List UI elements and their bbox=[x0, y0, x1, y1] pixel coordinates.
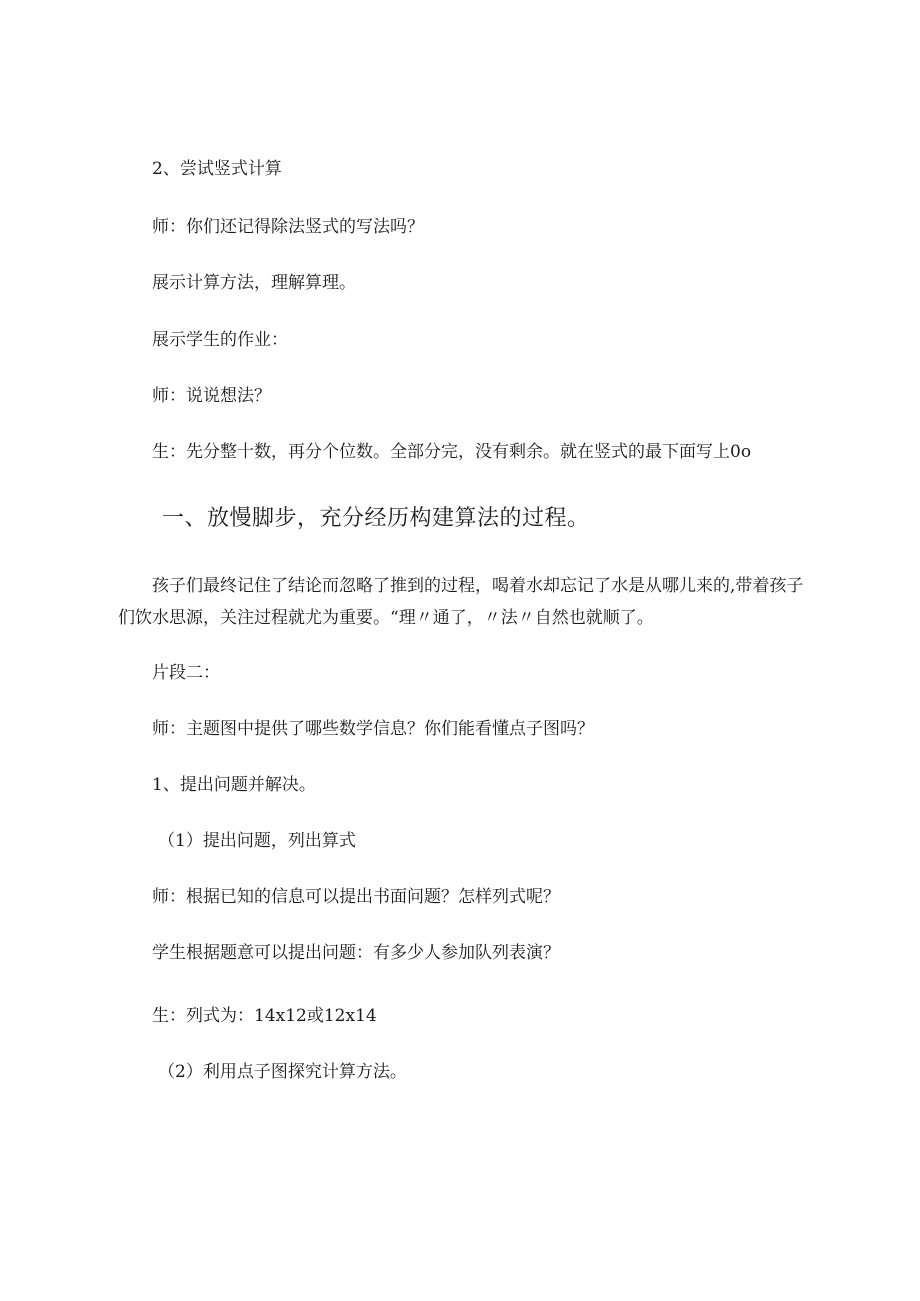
body-paragraph: 孩子们最终记住了结论而忽略了推到的过程，喝着水却忘记了水是从哪儿来的,带着孩子们饮水思源，关注过程就尤为重要。“理〃通了，〃法〃自然也就顺了。 bbox=[118, 576, 804, 628]
student-question-line: 学生根据题意可以提出问题：有多少人参加队列表演？ bbox=[152, 943, 560, 963]
step-heading-vertical-calculation: 2、尝试竖式计算 bbox=[152, 159, 282, 179]
substep-2: （2）利用点子图探究计算方法。 bbox=[158, 1062, 407, 1082]
substep-1: （1）提出问题，列出算式 bbox=[158, 831, 356, 851]
teacher-ask-idea-line: 师：说说想法？ bbox=[152, 386, 271, 406]
student-answer-line: 生：先分整十数，再分个位数。全部分完，没有剩余。就在竖式的最下面写上0o bbox=[152, 442, 752, 462]
show-method-line: 展示计算方法，理解算理。 bbox=[152, 273, 356, 293]
teacher-question-division: 师：你们还记得除法竖式的写法吗？ bbox=[152, 217, 424, 237]
section-heading: 一、放慢脚步，充分经历构建算法的过程。 bbox=[162, 506, 590, 531]
segment-two-label: 片段二： bbox=[152, 663, 220, 683]
teacher-how-to-write: 师：根据已知的信息可以提出书面问题？怎样列式呢？ bbox=[152, 887, 560, 907]
step-pose-problem: 1、提出问题并解决。 bbox=[152, 775, 316, 795]
teacher-theme-question: 师：主题图中提供了哪些数学信息？你们能看懂点子图吗？ bbox=[152, 719, 594, 739]
show-student-work-line: 展示学生的作业： bbox=[152, 330, 288, 350]
student-expression-line: 生：列式为：14x12或12x14 bbox=[152, 1006, 377, 1026]
